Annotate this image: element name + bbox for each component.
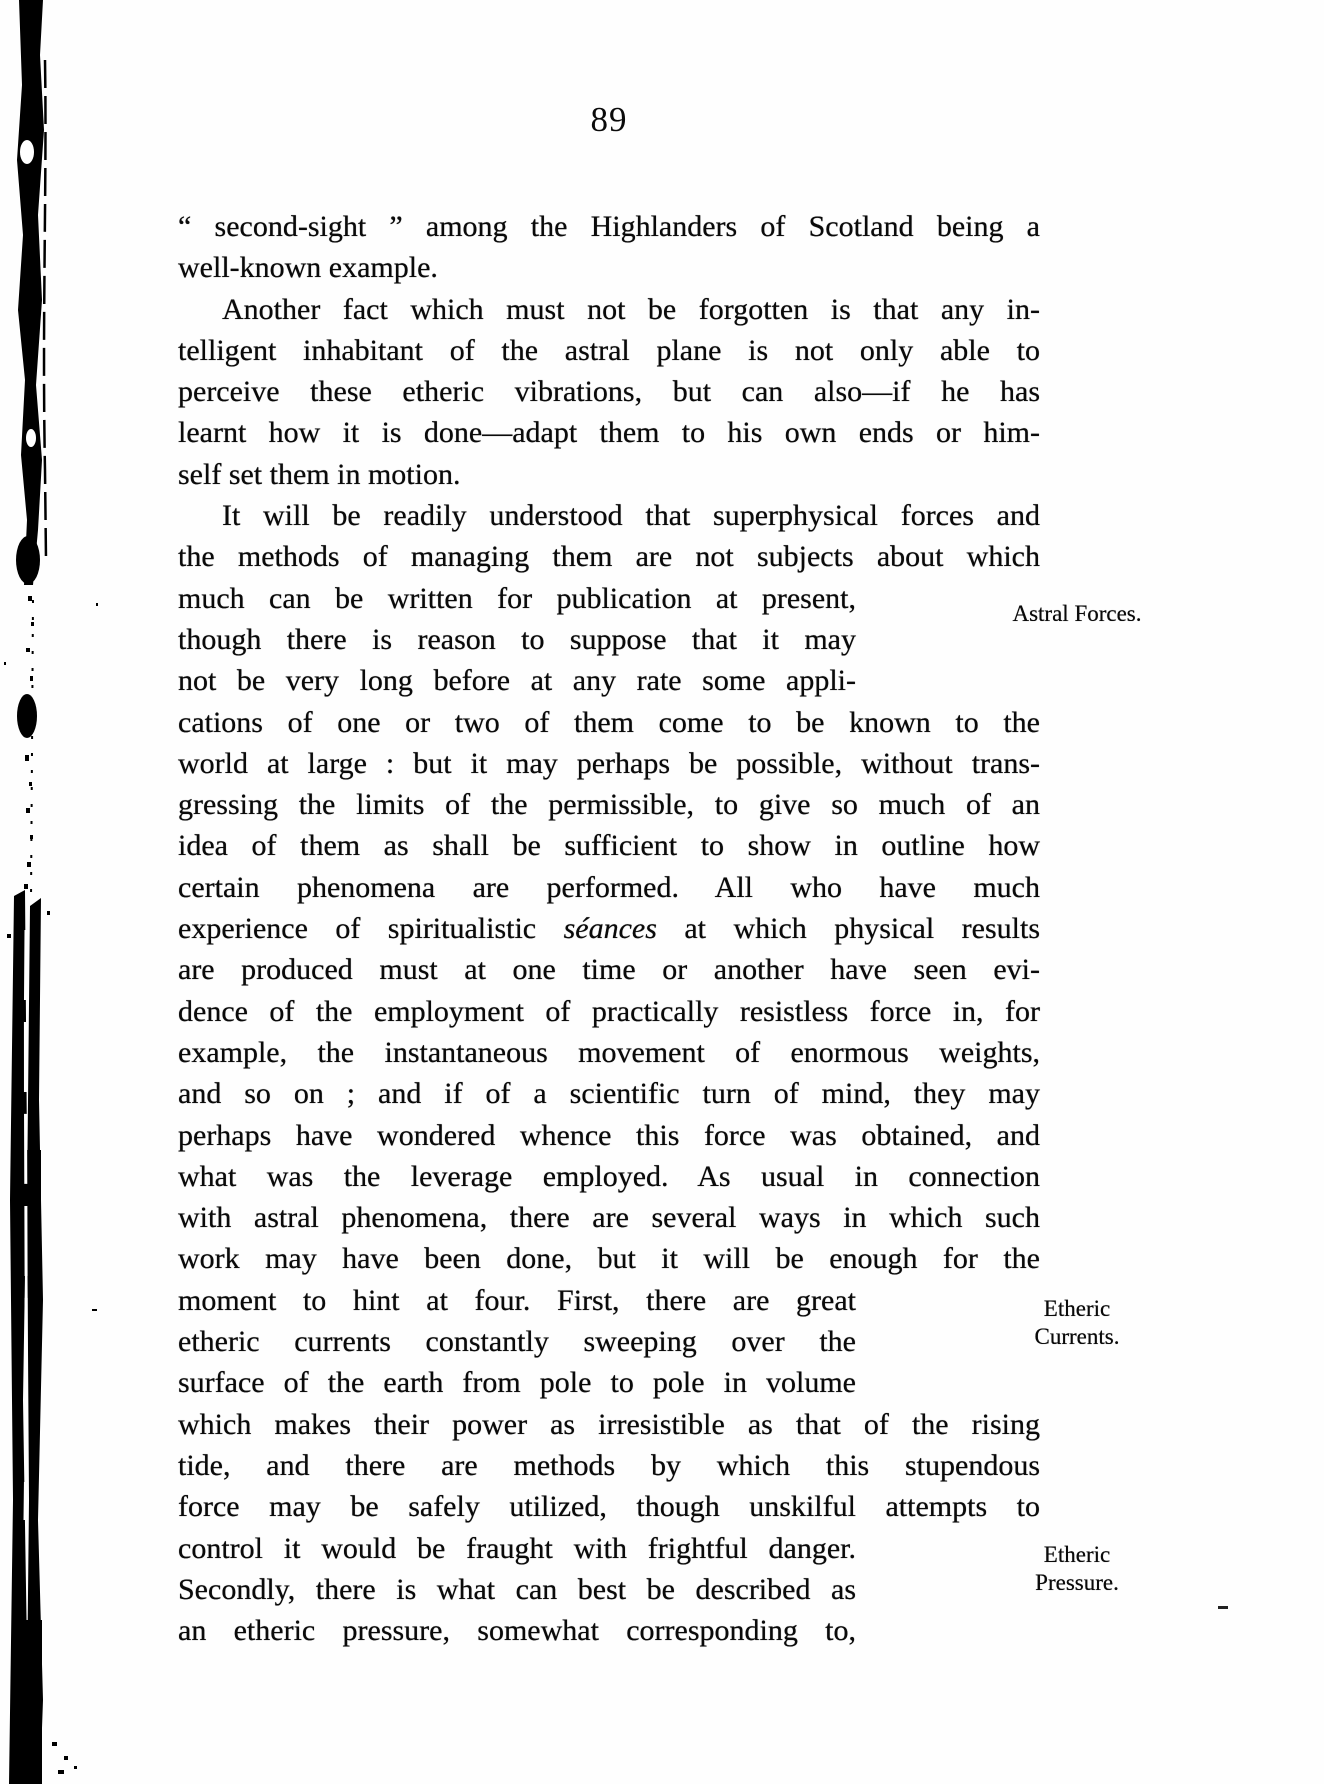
- text-line: not be very long before at any rate some appli-: [178, 664, 856, 698]
- text-line: well-known example.: [178, 251, 438, 285]
- text-line: idea of them as shall be sufficient to show in outline how: [178, 829, 1040, 863]
- text-line: etheric currents constantly sweeping over the: [178, 1325, 856, 1359]
- text-line: cations of one or two of them come to be known to the: [178, 705, 1040, 739]
- margin-note-astral-forces: Astral Forces.: [1012, 601, 1142, 626]
- text-line: example, the instantaneous movement of enormous weights,: [178, 1035, 1040, 1069]
- text-line: control it would be fraught with frightful danger.: [178, 1531, 856, 1565]
- text-line: self set them in motion.: [178, 457, 461, 491]
- text-line: perceive these etheric vibrations, but can also—if he has: [178, 375, 1040, 409]
- text-line: though there is reason to suppose that it may: [178, 622, 856, 656]
- text-line: work may have been done, but it will be enough for the: [178, 1242, 1040, 1276]
- text-line: an etheric pressure, somewhat corresponding to,: [178, 1614, 856, 1648]
- text-line: world at large : but it may perhaps be possible, without trans-: [178, 746, 1040, 780]
- margin-note-etheric-pressure: Etheric Pressure.: [1035, 1542, 1119, 1595]
- page-number: 89: [590, 100, 628, 139]
- text-line: tide, and there are methods by which this stupendous: [178, 1448, 1040, 1482]
- text-line: moment to hint at four. First, there are great: [178, 1283, 856, 1317]
- scan-binding-artifact: [0, 0, 130, 1784]
- text-line: telligent inhabitant of the astral plane is not only able to: [178, 333, 1040, 367]
- text-line: what was the leverage employed. As usual in connection: [178, 1159, 1040, 1193]
- text-line: experience of spiritualistic séances at which physical results: [178, 912, 1040, 946]
- text-line: “ second-sight ” among the Highlanders of Scotland being a: [178, 210, 1040, 243]
- text-line: certain phenomena are performed. All who have much: [178, 870, 1040, 904]
- text-line: perhaps have wondered whence this force was obtained, and: [178, 1118, 1040, 1152]
- text-line: dence of the employment of practically resistless force in, for: [178, 994, 1040, 1028]
- text-line: which makes their power as irresistible as that of the rising: [178, 1407, 1040, 1441]
- body-text: [178, 206, 1040, 1651]
- text-line: force may be safely utilized, though unskilful attempts to: [178, 1490, 1040, 1524]
- text-line: with astral phenomena, there are several ways in which such: [178, 1201, 1040, 1235]
- text-line: gressing the limits of the permissible, to give so much of an: [178, 788, 1040, 822]
- text-line: surface of the earth from pole to pole in volume: [178, 1366, 856, 1400]
- text-line: and so on ; and if of a scientific turn of mind, they may: [178, 1077, 1040, 1111]
- text-line: much can be written for publication at present,: [178, 581, 856, 615]
- text-line: Secondly, there is what can best be described as: [178, 1572, 856, 1606]
- margin-note-etheric-currents: Etheric Currents.: [1034, 1296, 1120, 1349]
- text-line: are produced must at one time or another have seen evi-: [178, 953, 1040, 987]
- text-line: Another fact which must not be forgotten is that any in-: [222, 292, 1040, 326]
- text-line: learnt how it is done—adapt them to his own ends or him-: [178, 416, 1040, 450]
- scan-speck: [1218, 1606, 1228, 1609]
- text-line: It will be readily understood that superphysical forces and: [222, 499, 1040, 533]
- text-line: the methods of managing them are not subjects about which: [178, 540, 1040, 574]
